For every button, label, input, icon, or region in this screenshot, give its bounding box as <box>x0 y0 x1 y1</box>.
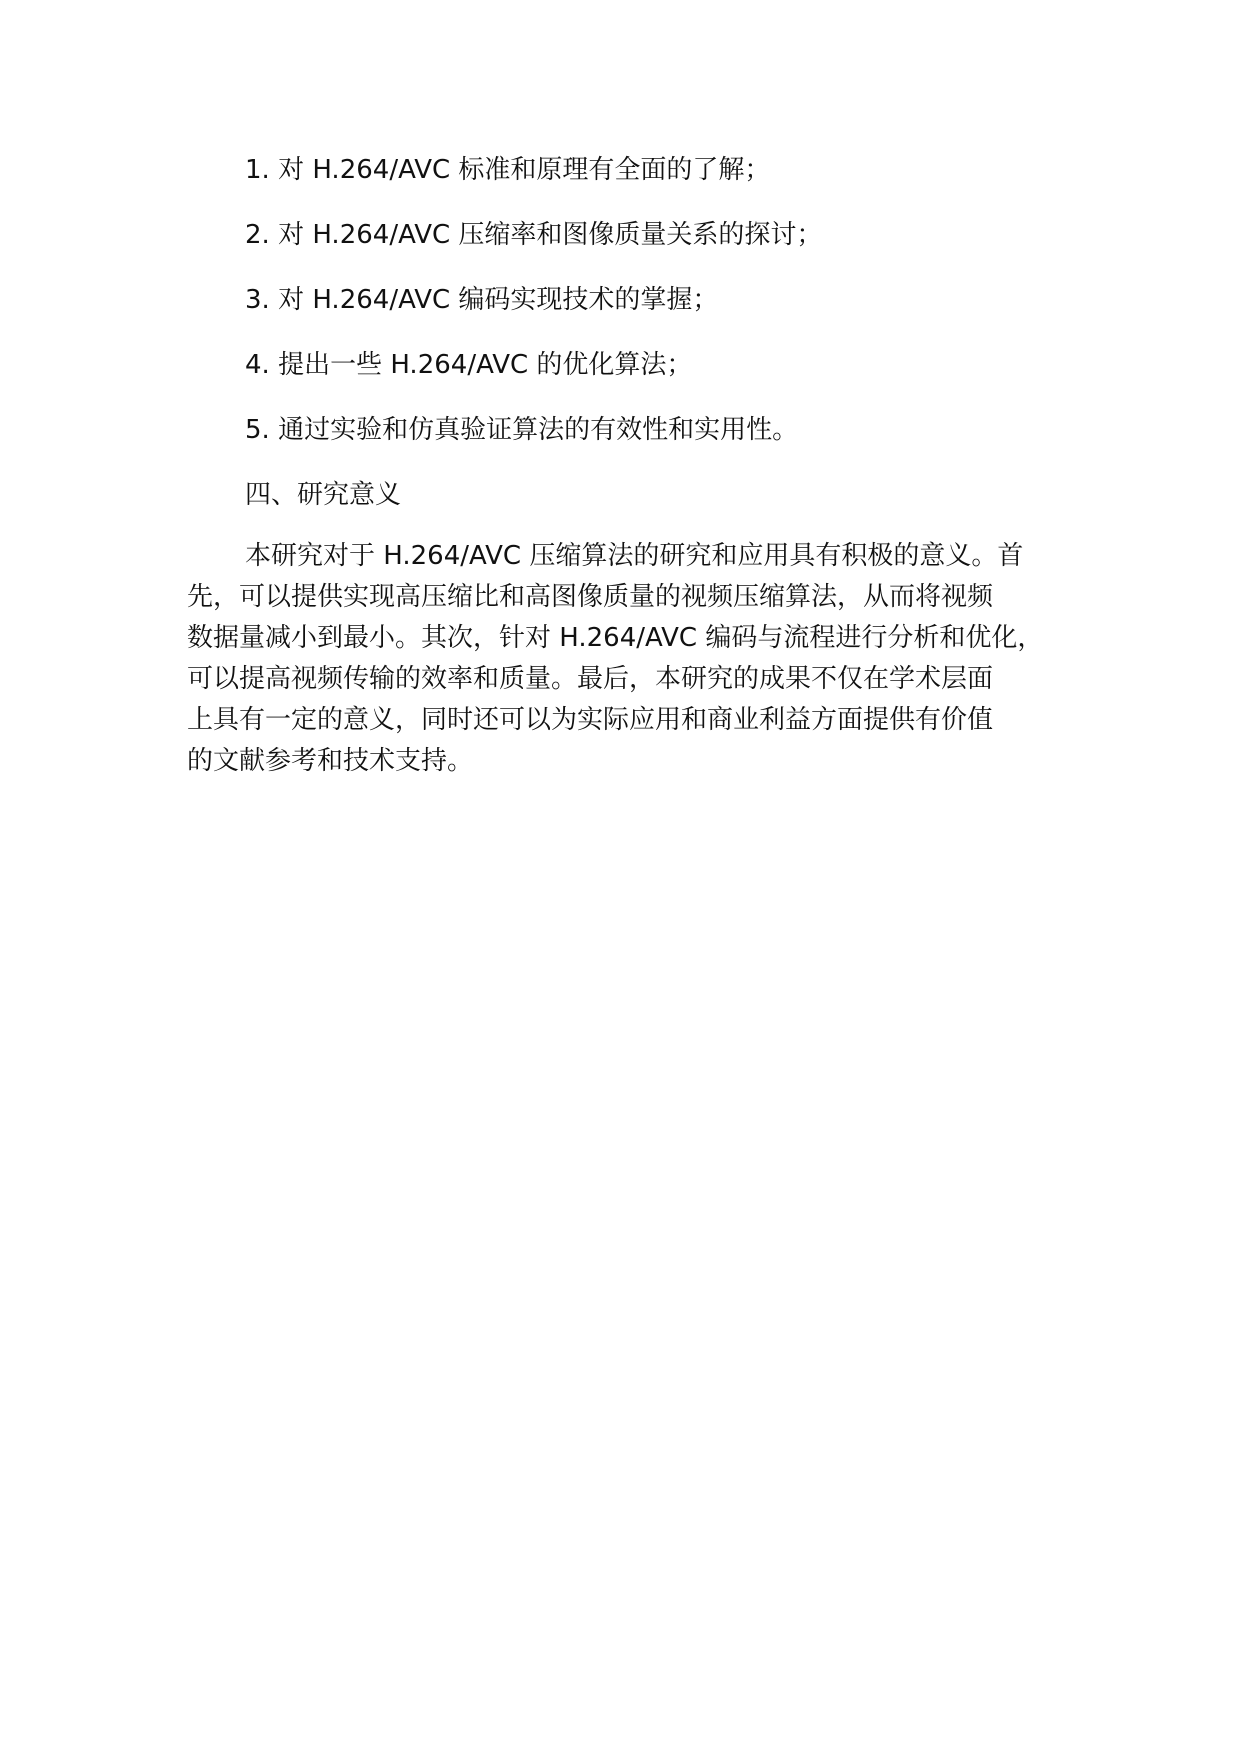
paragraph-line-6: 的文献参考和技术支持。 <box>187 746 474 776</box>
paragraph-line-1: 本研究对于 H.264/AVC 压缩算法的研究和应用具有积极的意义。首 <box>245 541 1024 571</box>
objective-item-5: 5. 通过实验和仿真验证算法的有效性和实用性。 <box>245 415 799 445</box>
paragraph-line-4: 可以提高视频传输的效率和质量。最后，本研究的成果不仅在学术层面 <box>187 664 994 694</box>
objective-item-3: 3. 对 H.264/AVC 编码实现技术的掌握； <box>245 285 719 315</box>
paragraph-line-5: 上具有一定的意义，同时还可以为实际应用和商业利益方面提供有价值 <box>187 705 994 735</box>
paragraph-line-2: 先，可以提供实现高压缩比和高图像质量的视频压缩算法，从而将视频 <box>187 582 994 612</box>
objective-item-2: 2. 对 H.264/AVC 压缩率和图像质量关系的探讨； <box>245 220 823 250</box>
objective-item-4: 4. 提出一些 H.264/AVC 的优化算法； <box>245 350 693 380</box>
page-content <box>187 152 1087 782</box>
section-heading-research-significance: 四、研究意义 <box>245 480 402 510</box>
paragraph-line-3: 数据量减小到最小。其次，针对 H.264/AVC 编码与流程进行分析和优化， <box>187 623 1044 653</box>
research-significance-paragraph <box>187 536 1077 782</box>
objective-item-1: 1. 对 H.264/AVC 标准和原理有全面的了解； <box>245 155 771 185</box>
